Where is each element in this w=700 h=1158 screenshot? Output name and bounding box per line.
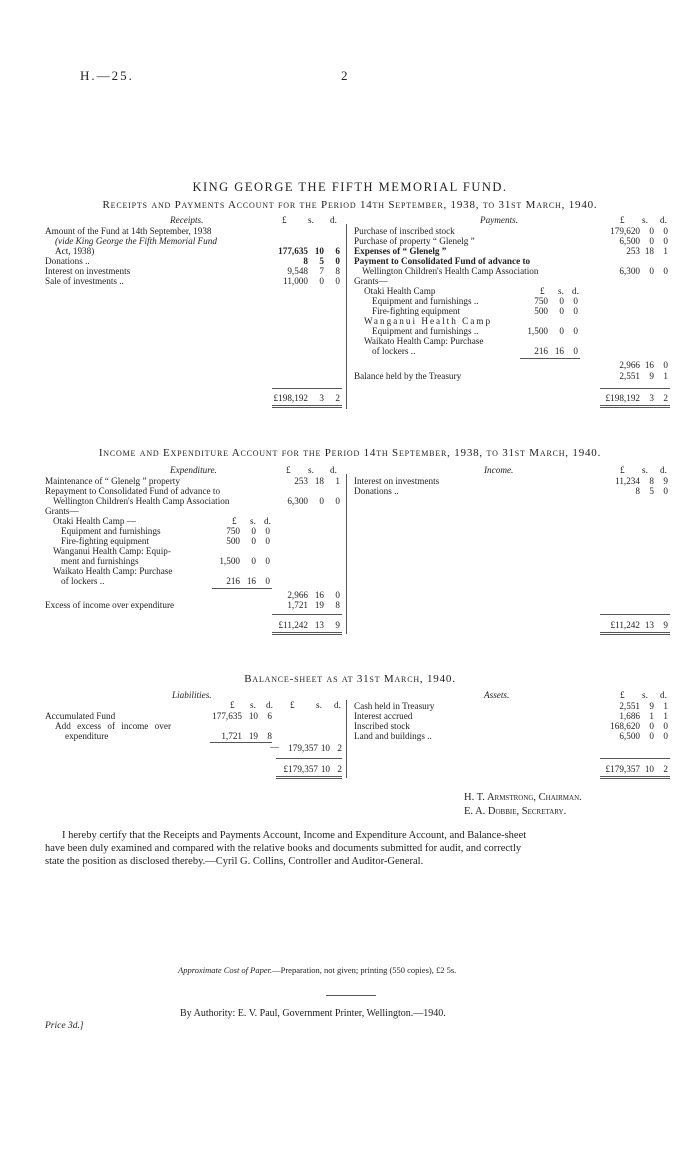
- income-expenditure-title: Income and Expenditure Account for the Period 14th September, 1938, to 31st March, 1940.: [98, 447, 602, 459]
- grant-amount: 0: [559, 296, 564, 306]
- asset-line: Inscribed stock: [354, 721, 410, 731]
- receipt-line: Donations ..: [45, 256, 90, 266]
- receipts-total: 3: [319, 393, 324, 403]
- payment-amount: 0: [663, 266, 668, 276]
- grants-total: 2,966: [287, 590, 308, 600]
- grant-line: Otaki Health Camp —: [53, 516, 136, 526]
- lsd-shilling: s.: [250, 700, 256, 710]
- payment-amount: 0: [663, 226, 668, 236]
- receipts-heading: Receipts.: [170, 215, 204, 225]
- grants-total: 0: [663, 360, 668, 370]
- receipt-amount: 5: [319, 256, 324, 266]
- lsd-pound: £: [286, 465, 291, 475]
- grant-amount: 0: [573, 326, 578, 336]
- asset-amount: 0: [663, 731, 668, 741]
- expenditure-amount: 6,300: [287, 496, 308, 506]
- lsd-shilling: s.: [642, 215, 648, 225]
- lsd-shilling: s.: [308, 465, 314, 475]
- income-amount: 5: [649, 486, 654, 496]
- lsd-pence: d.: [660, 215, 667, 225]
- grants-total: 2,966: [619, 360, 640, 370]
- income-amount: 0: [663, 486, 668, 496]
- balance-amount: 9: [649, 371, 654, 381]
- liability-line: Add excess of income over: [55, 721, 172, 731]
- price: Price 3d.]: [45, 1021, 84, 1031]
- liability-line: expenditure: [65, 731, 109, 741]
- excess-amount: 1,721: [287, 600, 308, 610]
- liabilities-total: 2: [337, 764, 342, 774]
- cost-note-label: Approximate Cost of Paper.: [178, 965, 273, 975]
- asset-amount: 1: [649, 711, 654, 721]
- receipt-amount: 0: [319, 276, 324, 286]
- grant-line: Otaki Health Camp: [364, 286, 436, 296]
- receipts-total: 2: [335, 393, 340, 403]
- receipt-amount: 0: [335, 276, 340, 286]
- grant-amount: 16: [246, 576, 256, 586]
- excess-amount: 19: [314, 600, 324, 610]
- expenditure-total: 13: [314, 620, 324, 630]
- income-amount: 8: [635, 486, 640, 496]
- income-line: Interest on investments: [354, 476, 440, 486]
- receipt-line: Act, 1938): [55, 246, 95, 256]
- income-amount: 8: [649, 476, 654, 486]
- payment-line: Expenses of “ Glenelg ”: [354, 246, 447, 256]
- balance-amount: 1: [663, 371, 668, 381]
- balance-line: Balance held by the Treasury: [354, 371, 462, 381]
- lsd-pence: d.: [330, 215, 337, 225]
- grant-line: Wanganui Health Camp: [364, 316, 493, 326]
- asset-amount: 1,686: [619, 711, 640, 721]
- lsd-shilling: s.: [316, 700, 322, 710]
- payment-line: Wellington Children's Health Camp Association: [362, 266, 539, 276]
- asset-amount: 1: [663, 711, 668, 721]
- grant-amount: 0: [559, 306, 564, 316]
- payment-line: Payment to Consolidated Fund of advance to: [354, 256, 531, 266]
- liability-amount: 8: [267, 731, 272, 741]
- fund-title: KING GEORGE THE FIFTH MEMORIAL FUND.: [192, 180, 508, 194]
- payment-amount: 18: [644, 246, 654, 256]
- liability-amount: 1,721: [221, 731, 242, 741]
- dash: —: [270, 742, 280, 752]
- receipt-amount: 9,548: [287, 266, 308, 276]
- payments-heading: Payments.: [480, 215, 519, 225]
- grant-amount: 1,500: [527, 326, 548, 336]
- receipt-amount: 8: [303, 256, 308, 266]
- receipt-amount: 177,635: [278, 246, 308, 256]
- liability-subtotal: 179,357: [288, 743, 318, 753]
- certificate-line: state the position as disclosed thereby.—Cyril G. Collins, Controller and Auditor-General.: [45, 856, 424, 867]
- grant-amount: 0: [265, 576, 270, 586]
- lsd-pence: d.: [334, 700, 341, 710]
- grants-total: 16: [644, 360, 654, 370]
- assets-total: 10: [644, 764, 654, 774]
- lsd-pound: £: [282, 215, 287, 225]
- income-line: Donations ..: [354, 486, 399, 496]
- assets-total: 2: [663, 764, 668, 774]
- grant-amount: 0: [265, 556, 270, 566]
- payments-total: £198,192: [605, 393, 640, 403]
- liability-amount: 19: [248, 731, 258, 741]
- lsd-pound: £: [620, 215, 625, 225]
- payment-line: Grants—: [354, 276, 388, 286]
- grant-amount: 0: [573, 296, 578, 306]
- liability-line: Accumulated Fund: [45, 711, 116, 721]
- receipt-amount: 11,000: [283, 276, 308, 286]
- grant-line: Equipment and furnishings: [61, 526, 161, 536]
- lsd-pence: d.: [660, 690, 667, 700]
- receipts-payments-title: Receipts and Payments Account for the Period 14th September, 1938, to 31st March, 1940.: [102, 199, 598, 211]
- expenditure-line: Grants—: [45, 506, 79, 516]
- excess-amount: 8: [335, 600, 340, 610]
- cost-note-text: —Preparation, not given; printing (550 copies), £2 5s.: [272, 965, 457, 975]
- lsd-pound: £: [232, 516, 237, 526]
- asset-amount: 9: [649, 701, 654, 711]
- grant-amount: 0: [251, 556, 256, 566]
- income-total: 9: [663, 620, 668, 630]
- grant-amount: 0: [265, 536, 270, 546]
- income-amount: 11,234: [615, 476, 640, 486]
- grant-amount: 16: [554, 346, 564, 356]
- lsd-pound: £: [290, 700, 295, 710]
- expenditure-total: £11,242: [278, 620, 308, 630]
- assets-heading: Assets.: [484, 690, 510, 700]
- grant-amount: 0: [559, 326, 564, 336]
- payment-line: Purchase of inscribed stock: [354, 226, 455, 236]
- asset-amount: 0: [663, 721, 668, 731]
- grant-amount: 216: [226, 576, 240, 586]
- asset-line: Interest accrued: [354, 711, 413, 721]
- receipt-amount: 0: [335, 256, 340, 266]
- receipt-line: (vide King George the Fifth Memorial Fund: [55, 236, 217, 246]
- liability-subtotal: 10: [320, 743, 330, 753]
- income-total: 13: [644, 620, 654, 630]
- income-amount: 9: [663, 476, 668, 486]
- grant-amount: 216: [534, 346, 548, 356]
- payment-amount: 6,300: [619, 266, 640, 276]
- grant-line: Fire-fighting equipment: [61, 536, 150, 546]
- payment-amount: 179,620: [610, 226, 640, 236]
- receipt-line: Amount of the Fund at 14th September, 1938: [45, 226, 212, 236]
- grant-amount: 750: [534, 296, 548, 306]
- grant-amount: 0: [573, 306, 578, 316]
- asset-amount: 0: [649, 721, 654, 731]
- liability-amount: 10: [248, 711, 258, 721]
- liability-amount: 177,635: [212, 711, 242, 721]
- lsd-shilling: s.: [642, 690, 648, 700]
- asset-amount: 0: [649, 731, 654, 741]
- expenditure-total: 9: [335, 620, 340, 630]
- page-number: 2: [341, 68, 350, 83]
- balance-amount: 2,551: [619, 371, 640, 381]
- certificate-line: I hereby certify that the Receipts and Payments Account, Income and Expenditure Account, and Balance-sheet: [62, 830, 527, 841]
- assets-total: £179,357: [605, 764, 640, 774]
- expenditure-amount: 18: [314, 476, 324, 486]
- grant-amount: 500: [226, 536, 240, 546]
- grant-line: Fire-fighting equipment: [372, 306, 461, 316]
- payments-total: 3: [649, 393, 654, 403]
- asset-line: Cash held in Treasury: [354, 701, 435, 711]
- excess-line: Excess of income over expenditure: [45, 600, 175, 610]
- payment-amount: 253: [626, 246, 640, 256]
- expenditure-line: Maintenance of “ Glenelg ” property: [45, 476, 180, 486]
- lsd-pound: £: [620, 465, 625, 475]
- lsd-shilling: s.: [558, 286, 564, 296]
- receipt-amount: 8: [335, 266, 340, 276]
- authority-line: By Authority: E. V. Paul, Government Printer, Wellington.—1940.: [180, 1008, 446, 1019]
- grant-amount: 500: [534, 306, 548, 316]
- grant-amount: 0: [573, 346, 578, 356]
- liability-amount: 6: [267, 711, 272, 721]
- grant-amount: 0: [251, 536, 256, 546]
- asset-amount: 2,551: [619, 701, 640, 711]
- receipts-total: £198,192: [273, 393, 308, 403]
- payment-amount: 0: [663, 236, 668, 246]
- grant-line: Equipment and furnishings ..: [372, 326, 479, 336]
- receipt-amount: 6: [335, 246, 340, 256]
- certificate-line: have been duly examined and compared with the relative books and documents submitted for audit, and correctly: [45, 843, 522, 854]
- expenditure-line: Repayment to Consolidated Fund of advance to: [45, 486, 221, 496]
- page-reference: H.—25.: [80, 68, 134, 83]
- liability-subtotal: 2: [337, 743, 342, 753]
- grant-line: of lockers ..: [61, 576, 105, 586]
- liabilities-heading: Liabilities.: [172, 690, 212, 700]
- asset-line: Land and buildings ..: [354, 731, 432, 741]
- lsd-pence: d.: [266, 700, 273, 710]
- cost-note: [178, 965, 456, 975]
- grant-line: Equipment and furnishings ..: [372, 296, 479, 306]
- asset-amount: 6,500: [619, 731, 640, 741]
- lsd-pence: d.: [330, 465, 337, 475]
- payments-total: 2: [663, 393, 668, 403]
- expenditure-amount: 0: [319, 496, 324, 506]
- receipt-amount: 10: [314, 246, 324, 256]
- lsd-pence: d.: [264, 516, 271, 526]
- grant-line: Waikato Health Camp: Purchase: [364, 336, 484, 346]
- expenditure-amount: 1: [335, 476, 340, 486]
- income-total: £11,242: [610, 620, 640, 630]
- payment-amount: 0: [649, 226, 654, 236]
- payment-amount: 6,500: [619, 236, 640, 246]
- grant-amount: 1,500: [219, 556, 240, 566]
- expenditure-heading: Expenditure.: [170, 465, 217, 475]
- signatory: E. A. Dobbie, Secretary.: [464, 806, 567, 817]
- asset-amount: 168,620: [610, 721, 640, 731]
- payment-amount: 0: [649, 236, 654, 246]
- expenditure-amount: 0: [335, 496, 340, 506]
- grants-total: 16: [314, 590, 324, 600]
- expenditure-line: Wellington Children's Health Camp Association: [53, 496, 230, 506]
- grant-line: of lockers ..: [372, 346, 416, 356]
- grant-line: Wanganui Health Camp: Equip-: [53, 546, 171, 556]
- lsd-shilling: s.: [250, 516, 256, 526]
- lsd-pence: d.: [572, 286, 579, 296]
- receipt-line: Sale of investments ..: [45, 276, 124, 286]
- payment-amount: 1: [663, 246, 668, 256]
- lsd-shilling: s.: [642, 465, 648, 475]
- liabilities-total: 10: [320, 764, 330, 774]
- lsd-shilling: s.: [308, 215, 314, 225]
- lsd-pound: £: [540, 286, 545, 296]
- lsd-pound: £: [230, 700, 235, 710]
- receipt-line: Interest on investments: [45, 266, 131, 276]
- lsd-pound: £: [620, 690, 625, 700]
- grant-line: Waikato Health Camp: Purchase: [53, 566, 173, 576]
- liabilities-total: £179,357: [283, 764, 318, 774]
- grant-amount: 0: [265, 526, 270, 536]
- grant-amount: 0: [251, 526, 256, 536]
- payment-line: Purchase of property “ Glenelg ”: [354, 236, 475, 246]
- grants-total: 0: [335, 590, 340, 600]
- signatory: H. T. Armstrong, Chairman.: [464, 792, 582, 803]
- lsd-pence: d.: [660, 465, 667, 475]
- asset-amount: 1: [663, 701, 668, 711]
- receipt-amount: 7: [319, 266, 324, 276]
- payment-amount: 0: [649, 266, 654, 276]
- expenditure-amount: 253: [294, 476, 308, 486]
- grant-line: ment and furnishings: [61, 556, 139, 566]
- balance-sheet-title: Balance-sheet as at 31st March, 1940.: [244, 673, 456, 685]
- income-heading: Income.: [484, 465, 514, 475]
- grant-amount: 750: [226, 526, 240, 536]
